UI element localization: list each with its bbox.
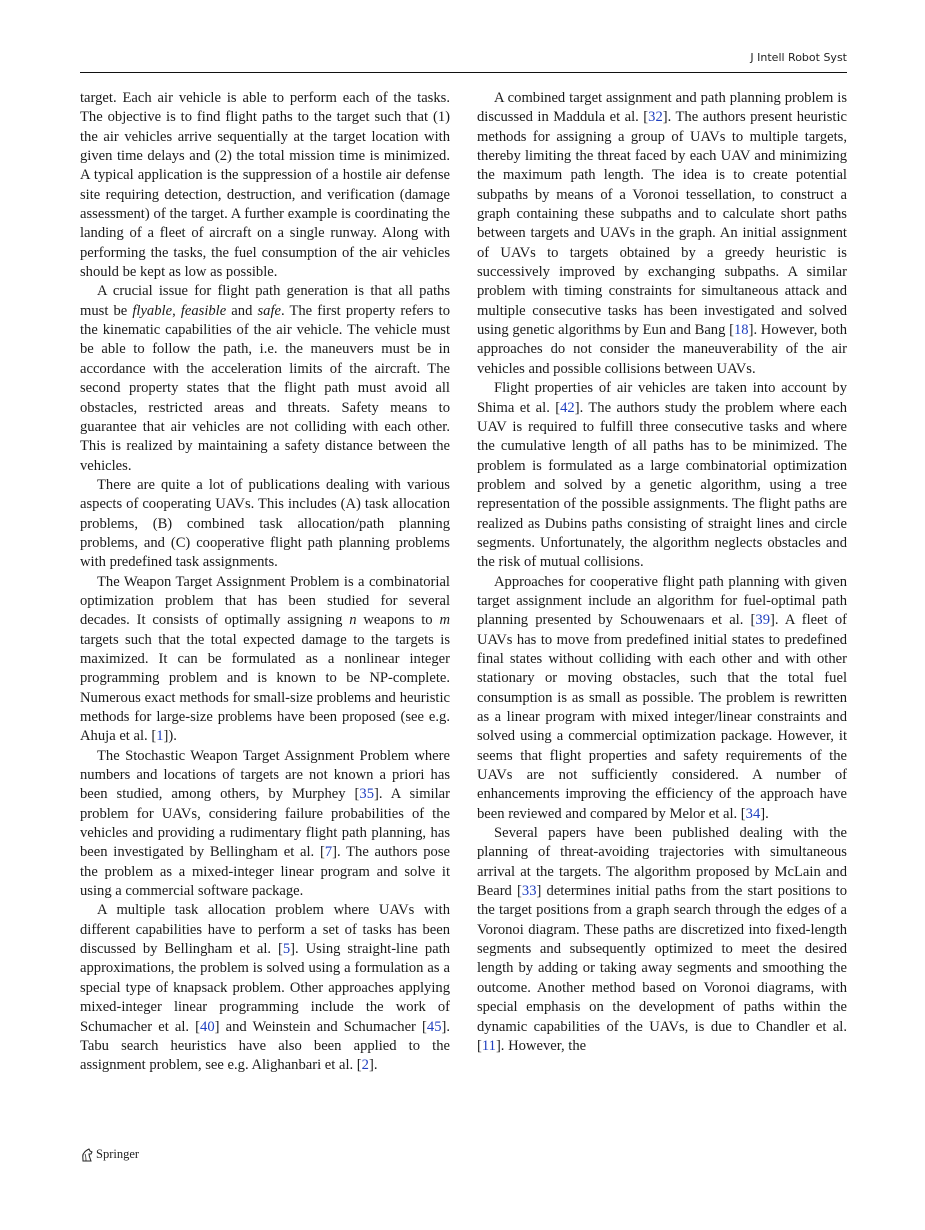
text-run: ]. The authors study the problem where each UAV is required to fulfill three consecutive tasks and where the cumulative length of all paths has to be minimized. The problem is formulated as a large combinatorial optimization problem and solved by a genetic algorithm, using a tree representation of the possible assignments. The flight paths are realized as Dubins paths consisting of straight lines and circle segments. Unfortunately, the algorithm neglects obstacles and the risk of mutual collisions. xyxy=(477,399,847,571)
citation-link[interactable]: 33 xyxy=(521,883,537,900)
text-run: , xyxy=(172,302,181,319)
left-paragraph-6 xyxy=(80,901,450,1075)
header-rule xyxy=(80,72,847,73)
text-run: targets such that the total expected damage to the targets is maximized. It can be formulated as a nonlinear integer programming problem and is known to be NP-complete. Numerous exact methods for small-size problems and heuristic methods for large-size problems have been proposed (see e.g. Ahuja et al. [ xyxy=(80,631,450,745)
text-run: and xyxy=(226,302,258,319)
text-run: A crucial issue for flight path generation is that all paths must be xyxy=(80,283,450,319)
page-footer xyxy=(80,1147,139,1162)
text-run: target. Each air vehicle is able to perform each of the tasks. The objective is to find flight paths to the target such that (1) the air vehicles arrive sequentially at the target location with given time delays and (2) the total mission time is minimized. A typical application is the suppression of a hostile air defense site requiring detection, destruction, and verification (damage assessment) of the target. A further example is coordinating the landing of a fleet of aircraft on a single runway. Along with performing the tasks, the fuel consumption of the air vehicles should be kept as low as possible. xyxy=(80,90,450,281)
text-run: Several papers have been published dealing with the planning of threat-avoiding trajectories with simultaneous arrival at the targets. The algorithm proposed by McLain and Beard [ xyxy=(477,825,847,900)
text-run: ]. Tabu search heuristics have also been applied to the assignment problem, see e.g. Alighanbari et al. [ xyxy=(80,1018,450,1074)
right-paragraph-1 xyxy=(477,89,847,379)
emphasis: flyable xyxy=(132,302,173,319)
citation-link[interactable]: 45 xyxy=(426,1018,442,1035)
citation-link[interactable]: 2 xyxy=(361,1057,369,1074)
right-column xyxy=(477,89,847,1056)
journal-header: J Intell Robot Syst xyxy=(750,51,847,64)
citation-link[interactable]: 39 xyxy=(755,612,770,629)
emphasis: n xyxy=(349,612,357,629)
text-run: ]. However, both approaches do not consider the maneuverability of the air vehicles and possible collisions between UAVs. xyxy=(477,322,847,377)
citation-link[interactable]: 1 xyxy=(156,728,164,745)
citation-link[interactable]: 5 xyxy=(282,941,291,958)
text-run: ]. The authors present heuristic methods for assigning a group of UAVs to multiple targets, thereby limiting the threat faced by each UAV and minimizing the maximum path length. The idea is to create potential subpaths by means of a Voronoi tessellation, to construct a graph containing these subpaths and to calculate short paths between targets and UAVs in the graph. An initial assignment of UAVs to targets obtained by a greedy heuristic is successively improved by exchanging subpaths. A similar problem with timing constraints for simultaneous attack and multiple consecutive tasks has been investigated and solved using genetic algorithms by Eun and Bang [ xyxy=(477,109,847,339)
text-run: A combined target assignment and path planning problem is discussed in Maddula et al. [ xyxy=(477,90,847,126)
text-run: There are quite a lot of publications dealing with various aspects of cooperating UAVs. This includes (A) task allocation problems, (B) combined task allocation/path planning problems, and (C) cooperative flight path planning problems with predefined task assignments. xyxy=(80,476,450,571)
emphasis: m xyxy=(439,612,450,629)
text-run: . The first property refers to the kinematic capabilities of the air vehicle. The vehicle must be able to follow the path, i.e. the maneuvers must be in accordance with the acceleration limits of the aircraft. The second property states that the flight path must avoid all obstacles, restricted areas and threats. Safety means to guarantee that air vehicles are not colliding with each other. This is realized by maintaining a safety distance between the vehicles. xyxy=(80,302,451,474)
text-run: The Stochastic Weapon Target Assignment Problem where numbers and locations of targets are not known a priori has been studied, among others, by Murphey [ xyxy=(80,747,450,803)
text-run: ]. The authors pose the problem as a mixed-integer linear program and solve it using a commercial software package. xyxy=(80,844,450,900)
citation-link[interactable]: 32 xyxy=(648,109,663,126)
citation-link[interactable]: 11 xyxy=(481,1037,496,1054)
text-run: ]. xyxy=(368,1057,378,1074)
left-column xyxy=(80,89,450,1076)
citation-link[interactable]: 42 xyxy=(560,399,575,416)
text-run: ]. However, the xyxy=(495,1037,587,1054)
emphasis: safe xyxy=(257,302,281,319)
text-run: ]. A similar problem for UAVs, considering failure probabilities of the vehicles and providing a rudimentary flight path planning, has been investigated by Bellingham et al. [ xyxy=(80,786,451,861)
text-run: ]. A fleet of UAVs has to move from predefined initial states to predefined final states without colliding with each other and with other stationary or moving obstacles, such that the total fuel consumption is as small as possible. The problem is rewritten as a linear program with mixed integer/linear constraints and solved using a commercial optimization package. However, it seems that flight properties and safety requirements of the UAVs are not sufficiently considered. A number of enhancements improving the efficiency of the approach have been reviewed and compared by Melor et al. [ xyxy=(477,612,847,822)
citation-link[interactable]: 34 xyxy=(745,805,761,822)
left-paragraph-3 xyxy=(80,476,450,573)
text-run: ] and Weinstein and Schumacher [ xyxy=(214,1018,427,1035)
text-run: Flight properties of air vehicles are taken into account by Shima et al. [ xyxy=(477,380,847,416)
right-paragraph-4 xyxy=(477,824,847,1056)
text-run: Approaches for cooperative flight path planning with given target assignment include an algorithm for fuel-optimal path planning presented by Schouwenaars et al. [ xyxy=(477,573,847,629)
text-run: ]. Using straight-line path approximations, the problem is solved using a formulation as a special type of knapsack problem. Other approaches applying mixed-integer linear programming include the work of Schumacher et al. [ xyxy=(80,941,450,1035)
text-run: ]. xyxy=(760,805,769,822)
publisher-name: Springer xyxy=(96,1147,140,1161)
text-run: A multiple task allocation problem where UAVs with different capabilities have to perform a set of tasks has been discussed by Bellingham et al. [ xyxy=(80,902,450,958)
text-run: The Weapon Target Assignment Problem is a combinatorial optimization problem that has been studied for several decades. It consists of optimally assigning xyxy=(80,573,450,629)
citation-link[interactable]: 40 xyxy=(200,1018,215,1035)
emphasis: feasible xyxy=(180,302,227,319)
citation-link[interactable]: 7 xyxy=(324,844,333,861)
left-paragraph-4 xyxy=(80,573,450,747)
citation-link[interactable]: 35 xyxy=(359,786,375,803)
text-run: weapons to xyxy=(356,612,440,629)
right-paragraph-3 xyxy=(477,573,847,824)
left-paragraph-1 xyxy=(80,89,450,282)
text-run: ]). xyxy=(163,728,177,745)
left-paragraph-2 xyxy=(80,282,450,475)
right-paragraph-2 xyxy=(477,379,847,572)
citation-link[interactable]: 18 xyxy=(733,322,749,339)
left-paragraph-5 xyxy=(80,747,450,902)
text-run: ] determines initial paths from the start positions to the target positions from a graph search through the edges of a Voronoi diagram. These paths are discretized into fixed-length segments and subsequently optimized to meet the desired length by adding or taking away segments and smoothing the outcome. Another method based on Voronoi diagrams, with special emphasis on the development of paths within the dynamic capabilities of the UAVs, is due to Chandler et al. [ xyxy=(477,883,848,1054)
springer-horse-icon xyxy=(80,1148,93,1162)
